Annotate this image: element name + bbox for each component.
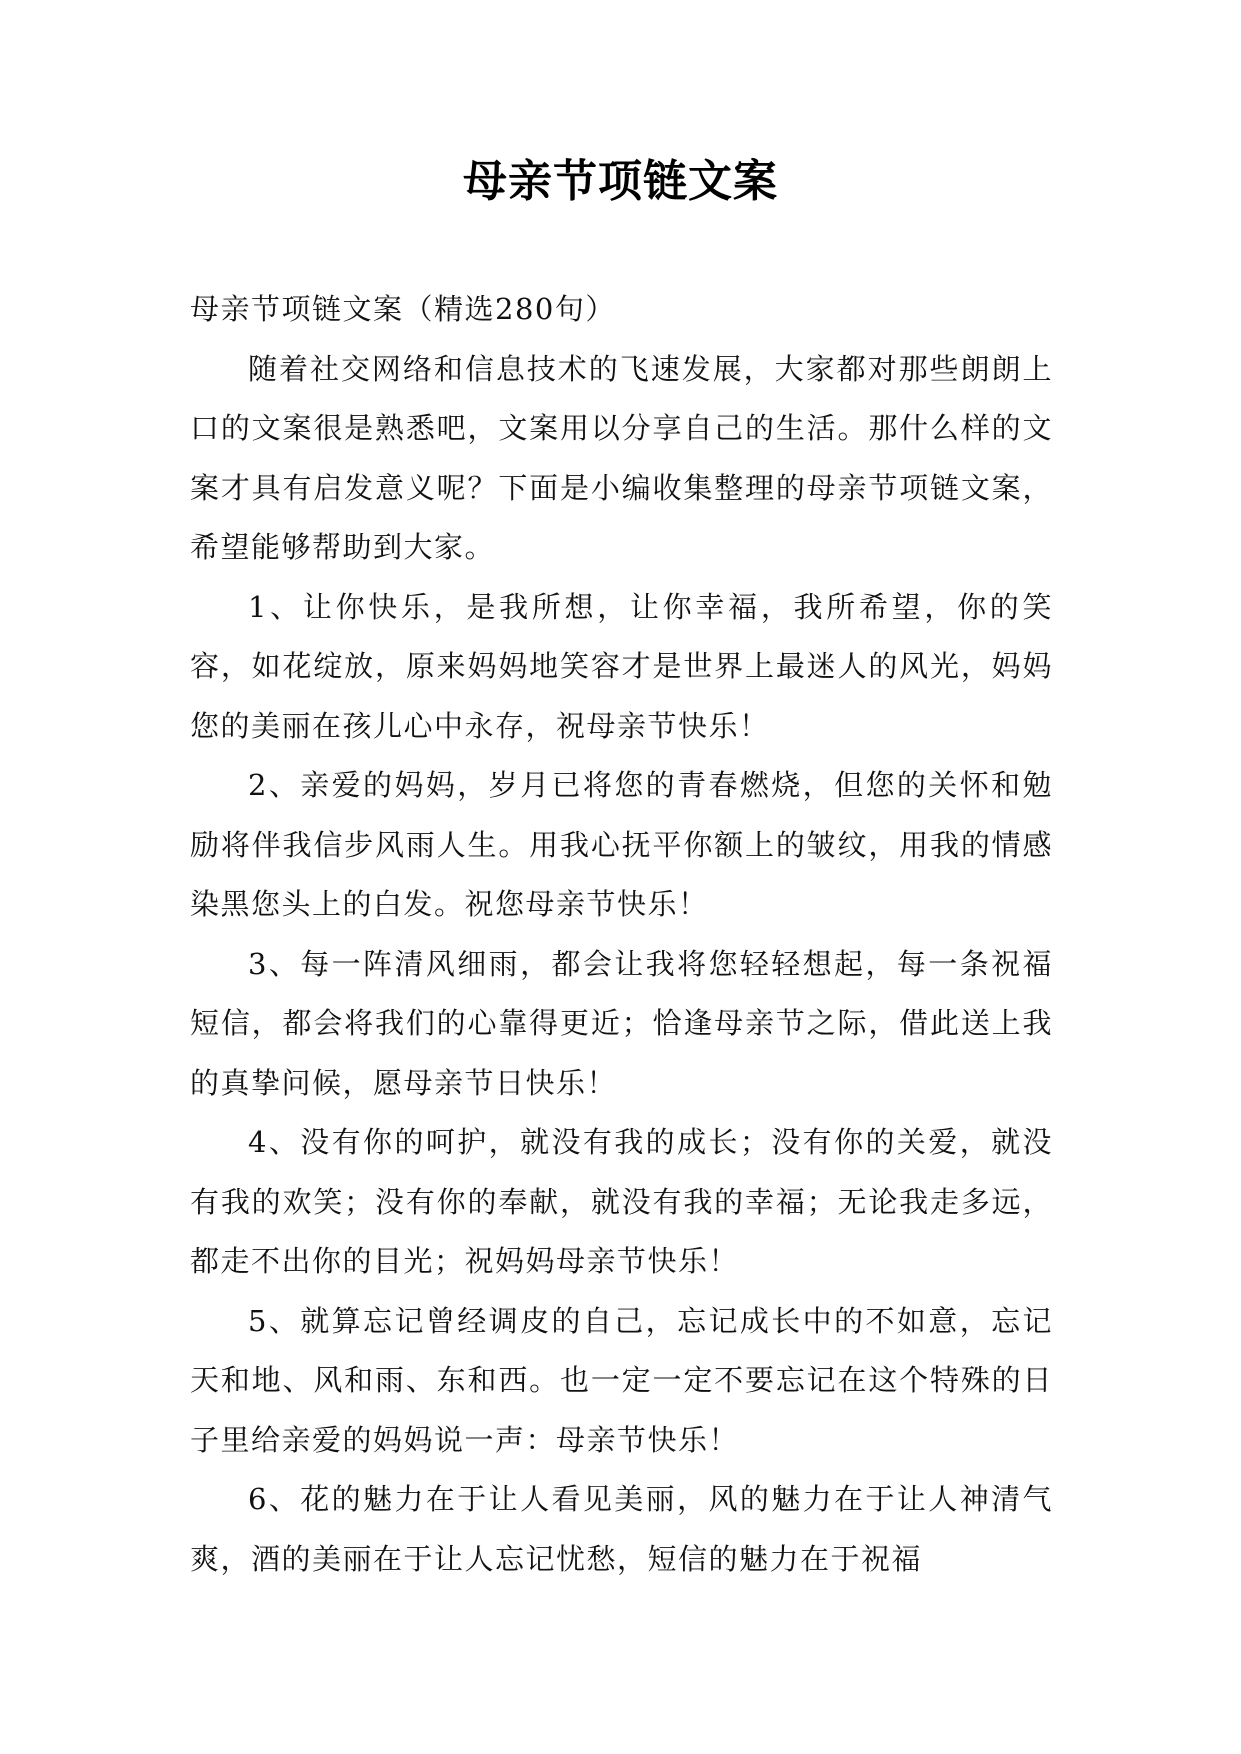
document-subtitle: 母亲节项链文案（精选280句） xyxy=(190,292,616,326)
list-item: 4、没有你的呵护，就没有我的成长；没有你的关爱，就没有我的欢笑；没有你的奉献，就没有我的幸福；无论我走多远，都走不出你的目光；祝妈妈母亲节快乐！ xyxy=(190,1125,1053,1278)
document-body xyxy=(190,280,1053,1589)
list-item: 6、花的魅力在于让人看见美丽，风的魅力在于让人神清气爽，酒的美丽在于让人忘记忧愁，短信的魅力在于祝福 xyxy=(190,1482,1053,1576)
list-item: 1、让你快乐，是我所想，让你幸福，我所希望，你的笑容，如花绽放，原来妈妈地笑容才是世界上最迷人的风光，妈妈您的美丽在孩儿心中永存，祝母亲节快乐！ xyxy=(190,589,1053,743)
document-title: 母亲节项链文案 xyxy=(463,156,778,207)
intro-paragraph: 随着社交网络和信息技术的飞速发展，大家都对那些朗朗上口的文案很是熟悉吧，文案用以分享自己的生活。那什么样的文案才具有启发意义呢？下面是小编收集整理的母亲节项链文案，希望能够帮助到大家。 xyxy=(190,351,1053,564)
list-item: 5、就算忘记曾经调皮的自己，忘记成长中的不如意，忘记天和地、风和雨、东和西。也一定一定不要忘记在这个特殊的日子里给亲爱的妈妈说一声：母亲节快乐！ xyxy=(190,1303,1053,1457)
list-item: 3、每一阵清风细雨，都会让我将您轻轻想起，每一条祝福短信，都会将我们的心靠得更近；恰逢母亲节之际，借此送上我的真挚问候，愿母亲节日快乐！ xyxy=(190,946,1053,1100)
list-item: 2、亲爱的妈妈，岁月已将您的青春燃烧，但您的关怀和勉励将伴我信步风雨人生。用我心抚平你额上的皱纹，用我的情感染黑您头上的白发。祝您母亲节快乐！ xyxy=(190,768,1053,921)
